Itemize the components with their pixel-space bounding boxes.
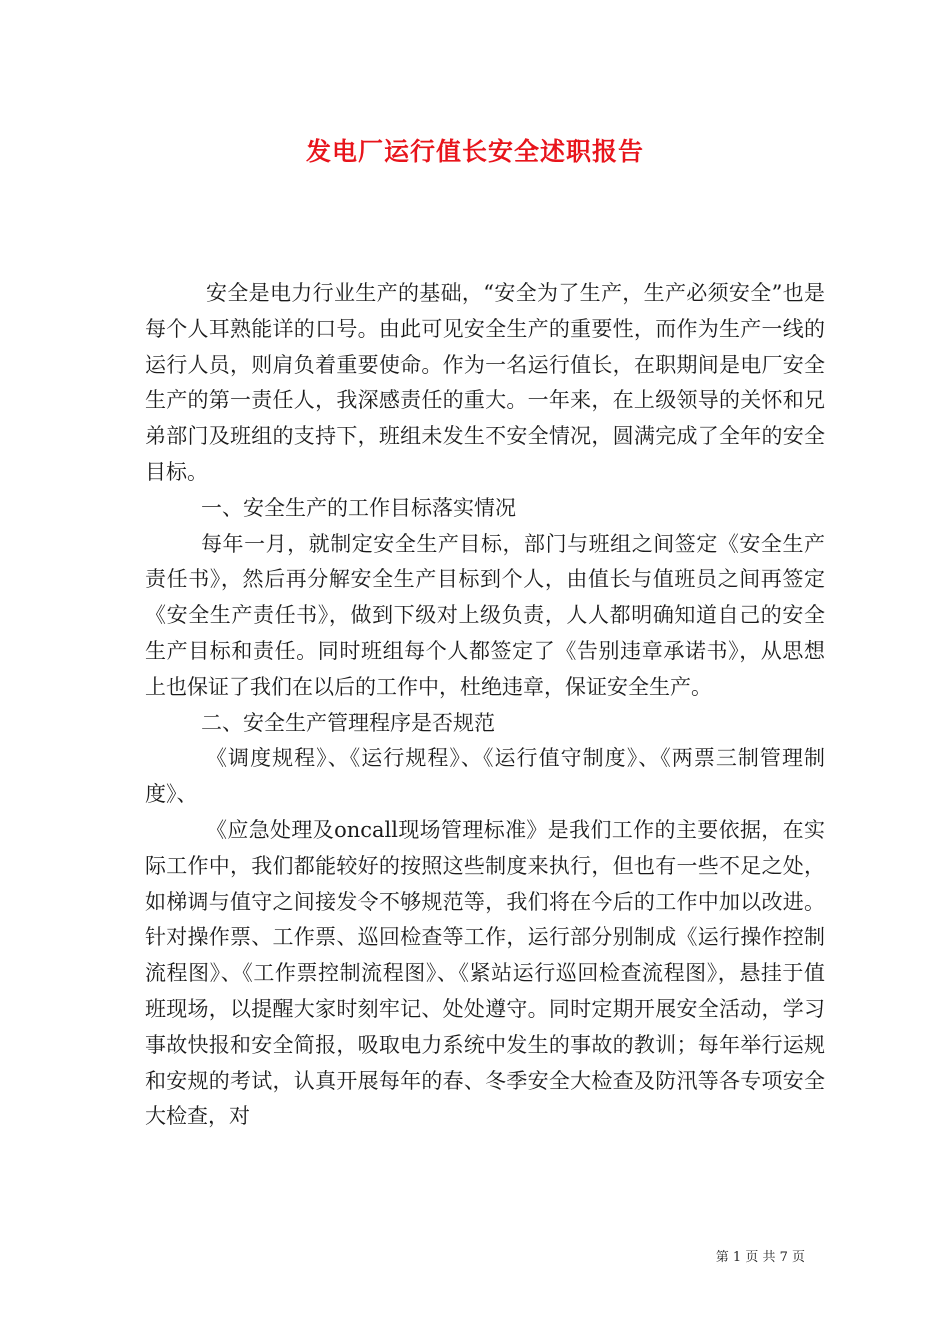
section-heading-2: 二、安全生产管理程序是否规范: [201, 710, 495, 735]
paragraph-section-1: 每年一月，就制定安全生产目标，部门与班组之间签定《安全生产责任书》，然后再分解安全生产目标到个人，由值长与值班员之间再签定《安全生产责任书》，做到下级对上级负责，人人都明确知道自己的安全生产目标和责任。同时班组每个人都签定了《告别违章承诺书》，从思想上也保证了我们在以后的工作中，杜绝违章，保证安全生产。: [145, 531, 825, 699]
paragraph-section-2: 《应急处理及oncall现场管理标准》是我们工作的主要依据，在实际工作中，我们都能较好的按照这些制度来执行，但也有一些不足之处，如梯调与值守之间接发令不够规范等，我们将在今后的工作中加以改进。针对操作票、工作票、巡回检查等工作，运行部分别制成《运行操作控制流程图》、《工作票控制流程图》、《紧站运行巡回检查流程图》，悬挂于值班现场，以提醒大家时刻牢记、处处遵守。同时定期开展安全活动，学习事故快报和安全简报，吸取电力系统中发生的事故的教训；每年举行运规和安规的考试，认真开展每年的春、冬季安全大检查及防汛等各专项安全大检查，对: [145, 817, 825, 1129]
document-title: 发电厂运行值长安全述职报告: [305, 137, 644, 166]
page-number: 第 1 页 共 7 页: [715, 1250, 805, 1265]
paragraph-regulations-list: 《调度规程》、《运行规程》、《运行值守制度》、《两票三制管理制度》、: [145, 746, 825, 807]
section-heading-1: 一、安全生产的工作目标落实情况: [201, 495, 516, 520]
paragraph-intro: 安全是电力行业生产的基础，“安全为了生产，生产必须安全”也是每个人耳熟能详的口号。由此可见安全生产的重要性，而作为生产一线的运行人员，则肩负着重要使命。作为一名运行值长，在职期间是电厂安全生产的第一责任人，我深感责任的重大。一年来，在上级领导的关怀和兄弟部门及班组的支持下，班组未发生不安全情况，圆满完成了全年的安全目标。: [145, 281, 825, 484]
document-body: [145, 276, 825, 1135]
